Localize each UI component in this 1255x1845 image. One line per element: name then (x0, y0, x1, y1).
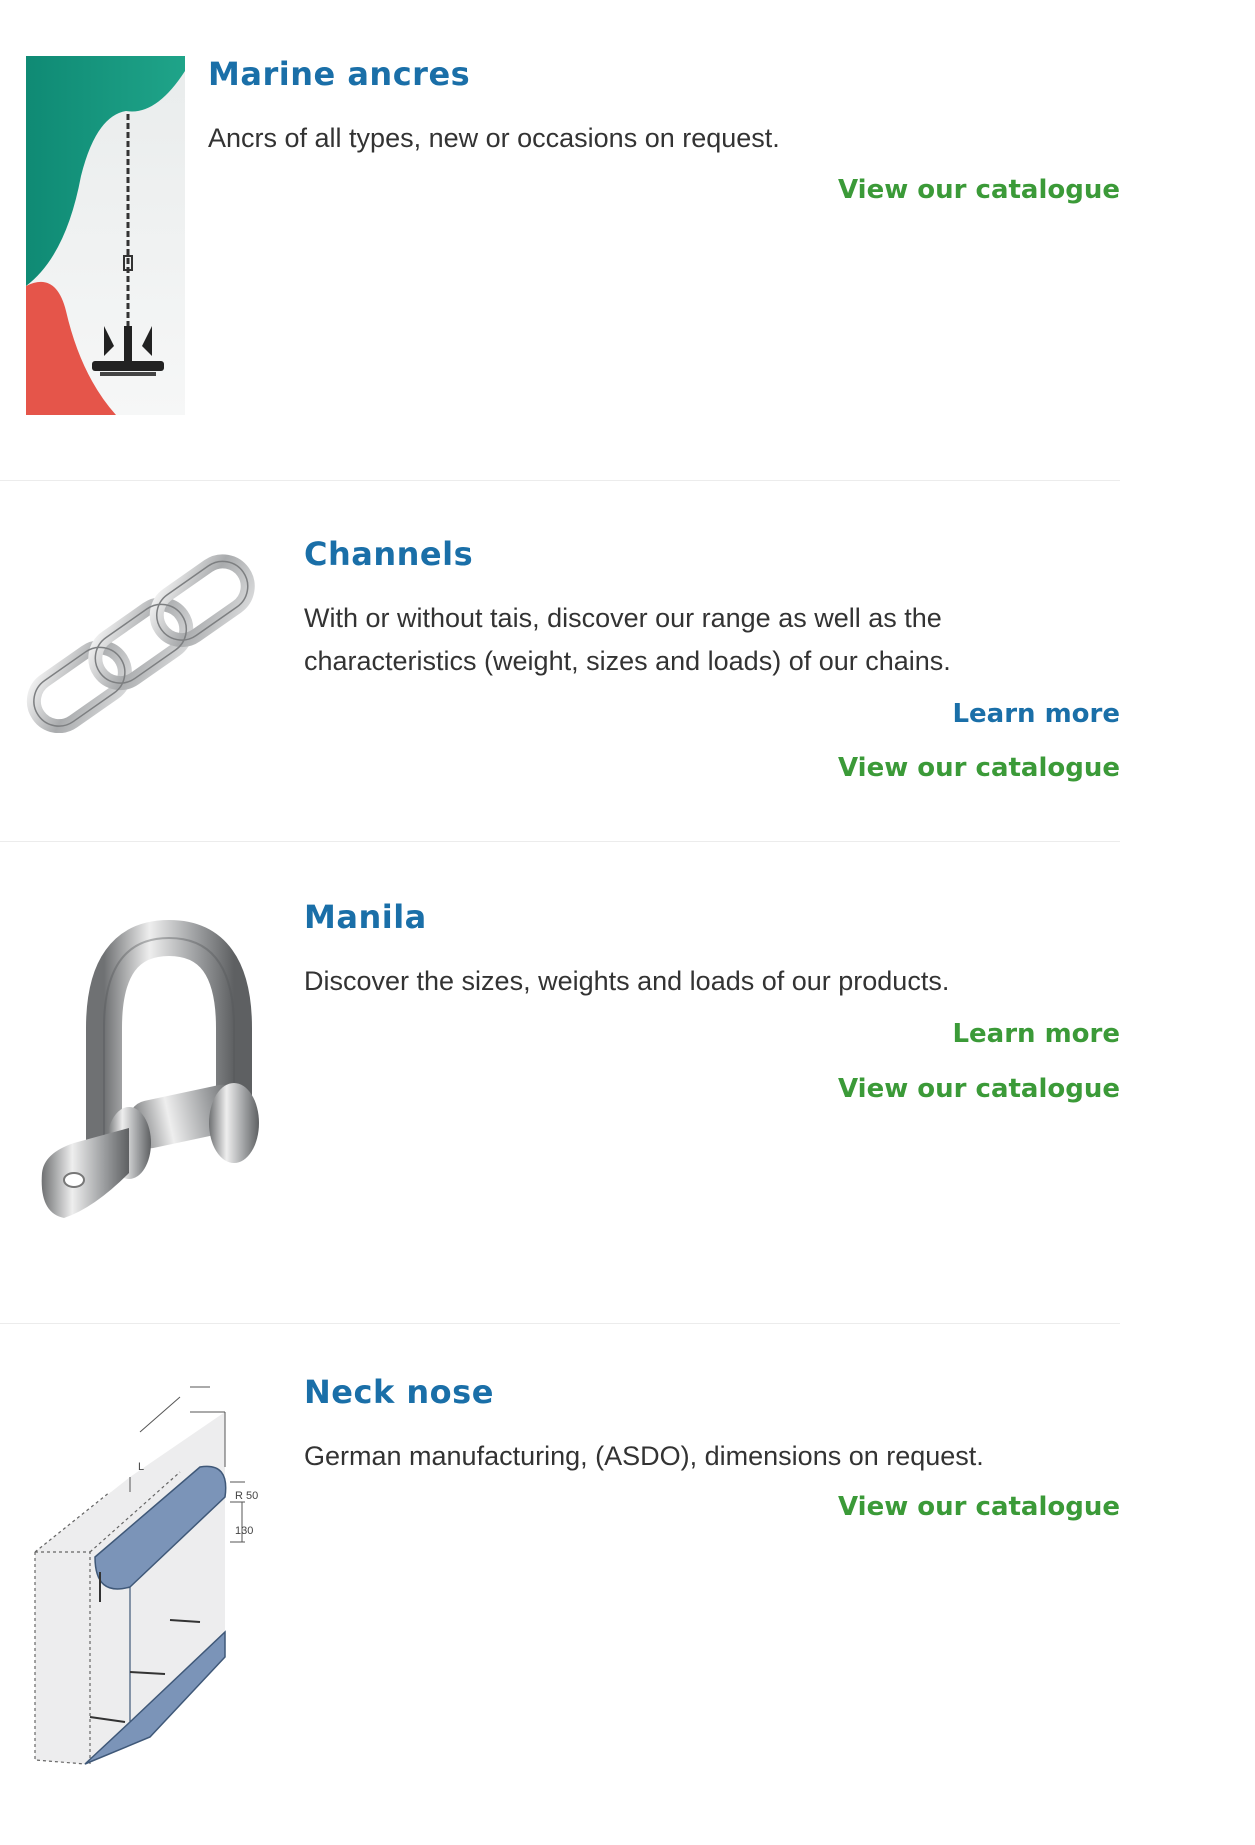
product-section-neck-nose (0, 1324, 1120, 1845)
learn-more-link[interactable]: Learn more (952, 699, 1120, 729)
view-catalogue-link[interactable]: View our catalogue (838, 1492, 1120, 1522)
section-description: Ancrs of all types, new or occasions on request. (208, 123, 780, 153)
product-section-marine-ancres (0, 0, 1120, 480)
product-section-manila (0, 842, 1120, 1323)
view-catalogue-link[interactable]: View our catalogue (838, 175, 1120, 205)
height-label: 130 (235, 1525, 254, 1537)
length-label: L (138, 1461, 145, 1473)
chain-image[interactable] (24, 543, 274, 733)
section-title: Marine ancres (208, 55, 471, 93)
section-description: Discover the sizes, weights and loads of our products. (304, 966, 950, 996)
section-title: Channels (304, 535, 474, 573)
anchor-image[interactable] (26, 56, 185, 415)
view-catalogue-link[interactable]: View our catalogue (838, 753, 1120, 783)
section-title: Manila (304, 898, 427, 936)
radius-label: R 50 (235, 1490, 259, 1502)
section-title: Neck nose (304, 1373, 494, 1411)
shackle-image[interactable] (34, 918, 260, 1230)
view-catalogue-link[interactable]: View our catalogue (838, 1074, 1120, 1104)
learn-more-link[interactable]: Learn more (952, 1019, 1120, 1049)
section-description: German manufacturing, (ASDO), dimensions on request. (304, 1441, 984, 1471)
section-description: With or without tais, discover our range as well as the characteristics (weight, sizes and loads) of our chains. (304, 603, 951, 676)
fender-profile-image[interactable] (30, 1372, 275, 1807)
product-section-channels (0, 481, 1120, 841)
